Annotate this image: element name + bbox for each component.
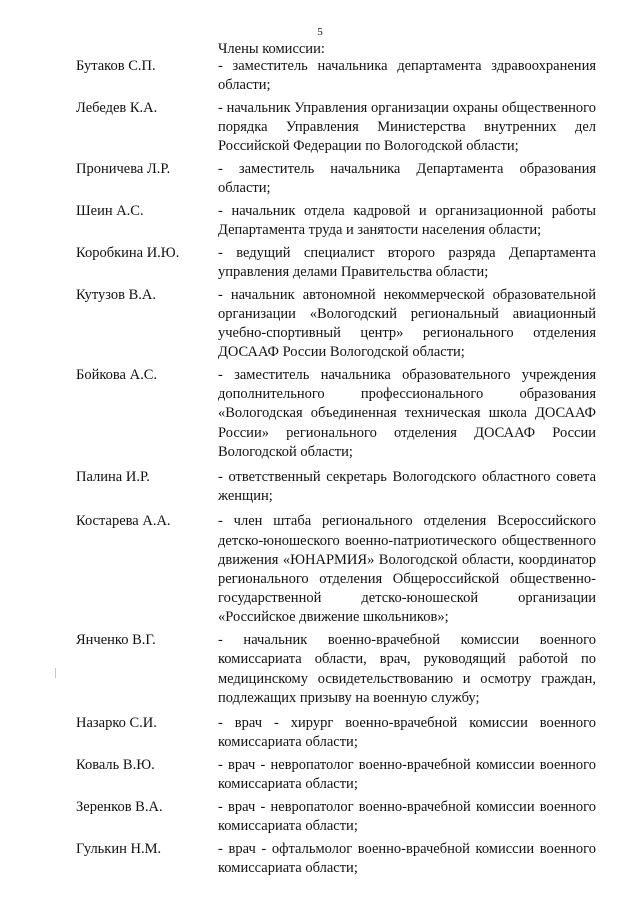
member-role: - член штаба регионального отделения Всероссийского детско-юношеского военно-патриотического общественного движения «ЮНАРМИЯ» Вологодской области, координатор регионального отделения Общероссийской общественно-государственной детско-юношеской организации «Российское движение школьников»; bbox=[218, 513, 596, 626]
margin-mark bbox=[55, 668, 56, 678]
member-role: - начальник Управления организации охраны общественного порядка Управления Министерства внутренних дел Российской Федерации по Вологодской области; bbox=[218, 99, 596, 155]
page-number: 5 bbox=[317, 26, 323, 38]
member-name: Бойкова А.С. bbox=[76, 367, 158, 384]
member-name: Палина И.Р. bbox=[76, 469, 150, 486]
member-row bbox=[76, 512, 596, 627]
member-name: Зеренков В.А. bbox=[76, 798, 163, 815]
member-role: - врач - невропатолог военно-врачебной комиссии военного комиссариата области; bbox=[218, 756, 596, 793]
member-name: Гулькин Н.М. bbox=[76, 840, 162, 857]
member-role: - ведущий специалист второго разряда Департамента управления делами Правительства области; bbox=[218, 244, 596, 281]
member-name: Коробкина И.Ю. bbox=[76, 244, 180, 261]
member-role: - врач - офтальмолог военно-врачебной комиссии военного комиссариата области; bbox=[218, 840, 596, 876]
member-role: - врач - невропатолог военно-врачебной комиссии военного комиссариата области; bbox=[218, 798, 596, 835]
member-role: - врач - хирург военно-врачебной комиссии военного комиссариата области; bbox=[218, 715, 596, 751]
member-role: - заместитель начальника образовательного учреждения дополнительного профессионального образования «Вологодская объединенная техническая школа ДОСААФ России» регионального отделения ДОСААФ России Вологодской области; bbox=[218, 367, 596, 460]
member-role: - начальник военно-врачебной комиссии военного комиссариата области, врач, руководящий работой по медицинскому освидетельствованию и осмотру граждан, подлежащих призыву на военную службу; bbox=[218, 632, 596, 706]
member-row bbox=[76, 160, 596, 198]
member-row bbox=[76, 99, 596, 157]
member-row bbox=[76, 468, 596, 506]
member-row bbox=[76, 798, 596, 836]
member-name: Кутузов В.А. bbox=[76, 286, 156, 303]
member-name: Шеин А.С. bbox=[76, 202, 144, 219]
member-row bbox=[76, 631, 596, 708]
member-name: Проничева Л.Р. bbox=[76, 161, 171, 178]
member-role: - начальник отдела кадровой и организационной работы Департамента труда и занятости населения области; bbox=[218, 202, 596, 239]
section-heading: Члены комиссии: bbox=[218, 41, 325, 57]
member-name: Костарева А.А. bbox=[76, 513, 171, 530]
member-name: Янченко В.Г. bbox=[76, 632, 156, 649]
member-row bbox=[76, 714, 596, 752]
member-role: - заместитель начальника Департамента образования области; bbox=[218, 161, 596, 197]
member-row bbox=[76, 244, 596, 282]
member-name: Назарко С.И. bbox=[76, 715, 157, 731]
member-row bbox=[76, 840, 596, 878]
member-role: - ответственный секретарь Вологодского областного совета женщин; bbox=[218, 469, 596, 505]
member-role: - начальник автономной некоммерческой образовательной организации «Вологодский региональный авиационный учебно-спортивный центр» регионального отделения ДОСААФ России Вологодской области; bbox=[218, 286, 596, 361]
member-row bbox=[76, 756, 596, 794]
member-row bbox=[76, 57, 596, 95]
members-list bbox=[76, 57, 596, 882]
member-role: - заместитель начальника департамента здравоохранения области; bbox=[218, 58, 596, 94]
member-row bbox=[76, 366, 596, 462]
member-name: Коваль В.Ю. bbox=[76, 756, 155, 773]
member-row bbox=[76, 286, 596, 363]
member-row bbox=[76, 202, 596, 240]
member-name: Лебедев К.А. bbox=[76, 99, 158, 116]
member-name: Бутаков С.П. bbox=[76, 58, 156, 74]
